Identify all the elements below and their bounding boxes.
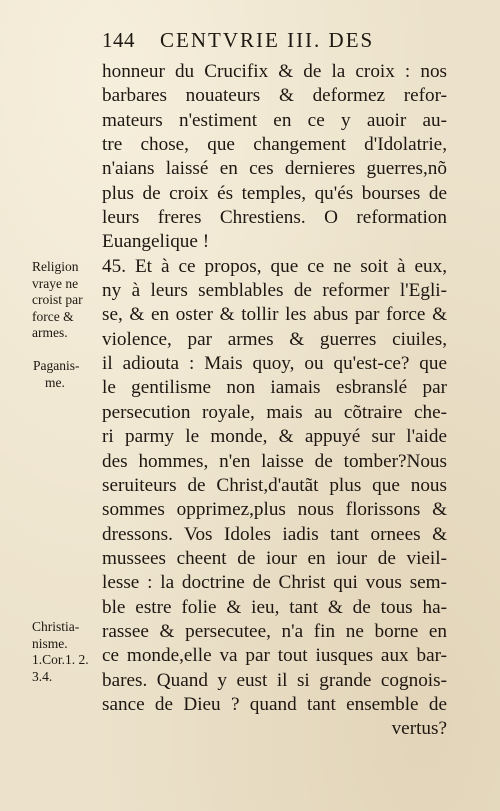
- margin-note-line: Paganis-: [33, 358, 80, 373]
- text-line: seruiteurs de Christ,d'autãt plus que nous: [102, 474, 447, 496]
- text-line: des hommes, n'en laisse de tomber?Nous: [102, 450, 447, 472]
- margin-note-line: force &: [32, 308, 74, 324]
- text-line: plus de croix és temples, qu'és bourses de: [102, 182, 447, 204]
- page-header: [102, 28, 447, 54]
- text-line: ny à leurs semblables de reformer l'Egli-: [102, 280, 447, 302]
- text-line: n'aians laissé en ces dernieres guerres,nõ: [102, 158, 447, 180]
- body-text: [102, 60, 447, 742]
- margin-note-line: nisme.: [32, 635, 68, 651]
- text-line: sommes opprimez,plus nous florissons &: [102, 499, 447, 521]
- text-line: vertus?: [391, 718, 447, 740]
- text-line: ri parmy le monde, & appuyé sur l'aide: [102, 426, 447, 448]
- margin-note-religion: [32, 259, 83, 342]
- margin-note-line: Religion: [32, 259, 79, 274]
- margin-note-line: 1.Cor.1. 2.: [32, 652, 89, 667]
- margin-note-paganisme: [33, 358, 80, 391]
- margin-note-line: 3.4.: [32, 668, 53, 684]
- text-line: honneur du Crucifix & de la croix : nos: [102, 61, 447, 82]
- text-line: ble estre folie & ieu, tant & de tous ha-: [102, 596, 447, 618]
- text-line: bares. Quand y eust il si grande cognois-: [102, 669, 447, 691]
- text-line: dressons. Vos Idoles iadis tant ornees &: [102, 523, 447, 545]
- margin-note-line: vraye ne: [32, 275, 79, 291]
- text-line: leurs freres Chrestiens. O reformation: [102, 207, 447, 229]
- page-number: 144: [102, 28, 135, 52]
- text-line: Euangelique !: [102, 231, 210, 253]
- text-line: il adiouta : Mais quoy, ou qu'est-ce? que: [102, 353, 447, 375]
- text-line: violence, par armes & guerres ciuiles,: [102, 328, 447, 350]
- margin-note-line: me.: [45, 374, 65, 390]
- text-line: mussees cheent de iour en iour de vieil-: [102, 547, 447, 569]
- text-line: 45. Et à ce propos, que ce ne soit à eux,: [102, 255, 447, 277]
- margin-note-line: croist par: [32, 292, 83, 307]
- margin-note-line: armes.: [32, 325, 68, 340]
- text-line: le gentilisme non iamais esbranslé par: [102, 377, 447, 399]
- text-line: rassee & persecutee, n'a fin ne borne en: [102, 620, 447, 642]
- text-line: lesse : la doctrine de Christ qui vous sem-: [102, 572, 447, 594]
- text-line: sance de Dieu ? quand tant ensemble de: [102, 693, 447, 715]
- running-head: CENTVRIE III. DES: [160, 28, 375, 52]
- margin-note-line: Christia-: [32, 619, 80, 634]
- text-line: ce monde,elle va par tout iusques aux bar-: [102, 645, 447, 667]
- text-line: se, & en oster & tollir les abus par force &: [102, 304, 447, 326]
- margin-note-christianisme: [32, 619, 89, 685]
- text-line: mateurs n'estiment en ce y auoir au-: [102, 109, 447, 131]
- text-line: tre chose, que changement d'Idolatrie,: [102, 134, 447, 156]
- text-line: persecution royale, mais au cõtraire che-: [102, 401, 447, 423]
- text-line: barbares nouateurs & deformez refor-: [102, 85, 447, 107]
